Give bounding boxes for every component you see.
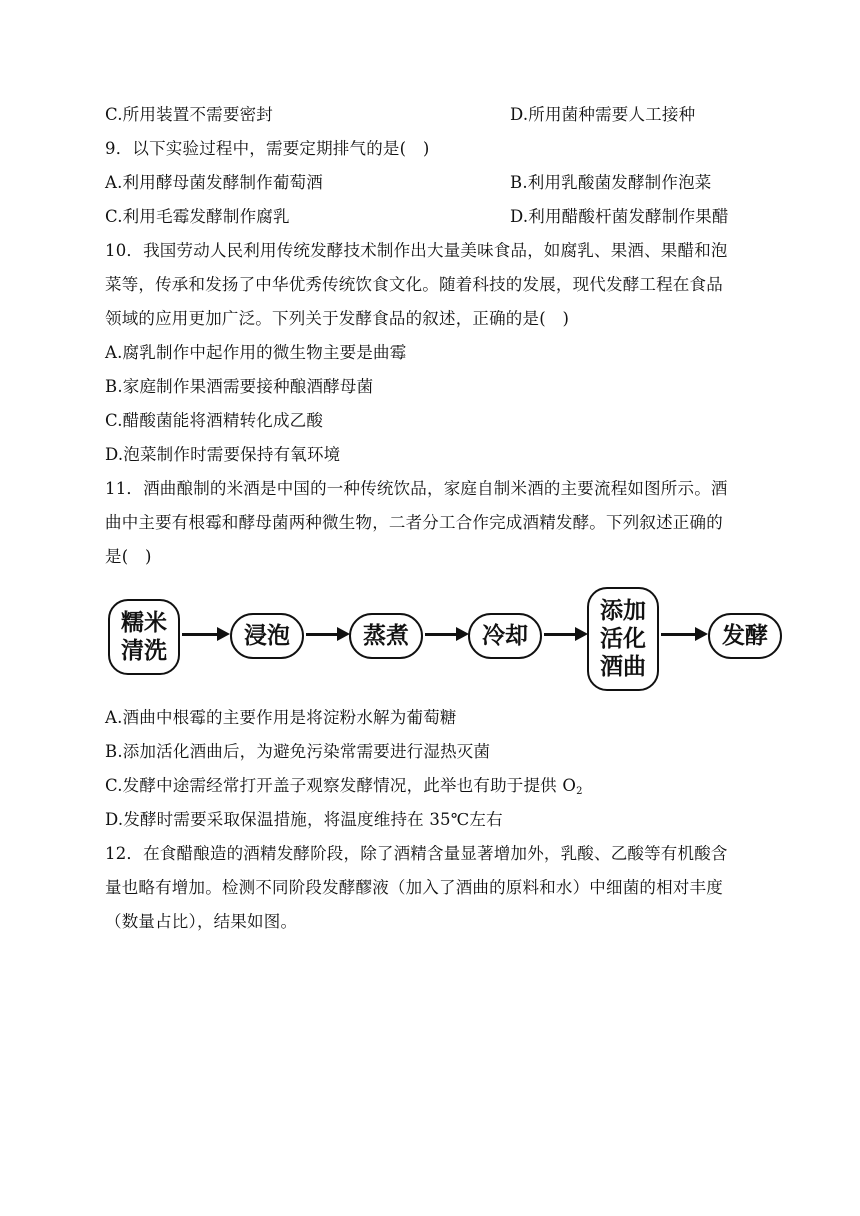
- q12-stem-line-2: 量也略有增加。检测不同阶段发酵醪液（加入了酒曲的原料和水）中细菌的相对丰度: [105, 878, 723, 897]
- q12-stem-line-1: 12．在食醋酿造的酒精发酵阶段，除了酒精含量显著增加外，乳酸、乙酸等有机酸含: [105, 844, 728, 863]
- flow-step-wash-rice-line-1: 糯米: [121, 609, 167, 636]
- flow-step-cool: 冷却: [468, 613, 542, 659]
- q9-option-c: C.利用毛霉发酵制作腐乳: [105, 207, 290, 226]
- flow-arrow-4: [544, 633, 576, 636]
- q11-option-c-text: C.发酵中途需经常打开盖子观察发酵情况，此举也有助于提供 O: [105, 776, 577, 795]
- flow-step-wash-rice-line-2: 清洗: [121, 637, 167, 664]
- flow-step-soak: 浸泡: [230, 613, 304, 659]
- q10-option-b: B.家庭制作果酒需要接种酿酒酵母菌: [105, 377, 374, 396]
- q10-stem-line-1: 10．我国劳动人民利用传统发酵技术制作出大量美味食品，如腐乳、果酒、果醋和泡: [105, 241, 728, 260]
- q8-option-d: D.所用菌种需要人工接种: [510, 105, 696, 124]
- flow-step-wash-rice: [108, 599, 180, 675]
- q9-options-row-2: [105, 206, 729, 228]
- flow-arrow-5: [661, 633, 696, 636]
- q10-stem-line-2: 菜等，传承和发扬了中华优秀传统饮食文化。随着科技的发展，现代发酵工程在食品: [105, 275, 723, 294]
- q11-option-c: [105, 775, 583, 803]
- q11-option-d: D.发酵时需要采取保温措施，将温度维持在 35℃左右: [105, 810, 503, 829]
- q9-stem: 9．以下实验过程中，需要定期排气的是( ): [105, 139, 430, 158]
- q11-option-a: A.酒曲中根霉的主要作用是将淀粉水解为葡萄糖: [105, 708, 457, 727]
- q11-option-b: B.添加活化酒曲后，为避免污染常需要进行湿热灭菌: [105, 742, 491, 761]
- q8-options-row: [105, 104, 696, 126]
- q10-option-d: D.泡菜制作时需要保持有氧环境: [105, 445, 341, 464]
- q9-option-a: A.利用酵母菌发酵制作葡萄酒: [105, 173, 323, 192]
- rice-wine-flowchart: [108, 587, 784, 691]
- q11-stem-line-3: 是( ): [105, 547, 152, 566]
- flow-step-ferment: 发酵: [708, 613, 782, 659]
- flow-arrow-3: [425, 633, 457, 636]
- q11-stem-line-1: 11．酒曲酿制的米酒是中国的一种传统饮品，家庭自制米酒的主要流程如图所示。酒: [105, 479, 728, 498]
- q10-option-c: C.醋酸菌能将酒精转化成乙酸: [105, 411, 324, 430]
- flow-step-add-yeast-line-3: 酒曲: [600, 653, 646, 680]
- flow-arrow-1: [182, 633, 218, 636]
- flow-step-add-yeast-line-2: 活化: [600, 625, 646, 652]
- q10-option-a: A.腐乳制作中起作用的微生物主要是曲霉: [105, 343, 407, 362]
- q9-option-d: D.利用醋酸杆菌发酵制作果醋: [510, 207, 729, 226]
- flow-arrow-2: [306, 633, 338, 636]
- q12-stem-line-3: （数量占比），结果如图。: [105, 912, 298, 931]
- q11-option-c-subscript: 2: [576, 786, 583, 797]
- flow-step-add-yeast: [587, 587, 659, 691]
- q11-stem-line-2: 曲中主要有根霉和酵母菌两种微生物，二者分工合作完成酒精发酵。下列叙述正确的: [105, 513, 723, 532]
- flow-step-add-yeast-line-1: 添加: [600, 597, 646, 624]
- q9-option-b: B.利用乳酸菌发酵制作泡菜: [510, 173, 712, 192]
- q9-options-row-1: [105, 172, 712, 194]
- q10-stem-line-3: 领域的应用更加广泛。下列关于发酵食品的叙述，正确的是( ): [105, 309, 570, 328]
- flow-step-steam: 蒸煮: [349, 613, 423, 659]
- q8-option-c: C.所用装置不需要密封: [105, 105, 273, 124]
